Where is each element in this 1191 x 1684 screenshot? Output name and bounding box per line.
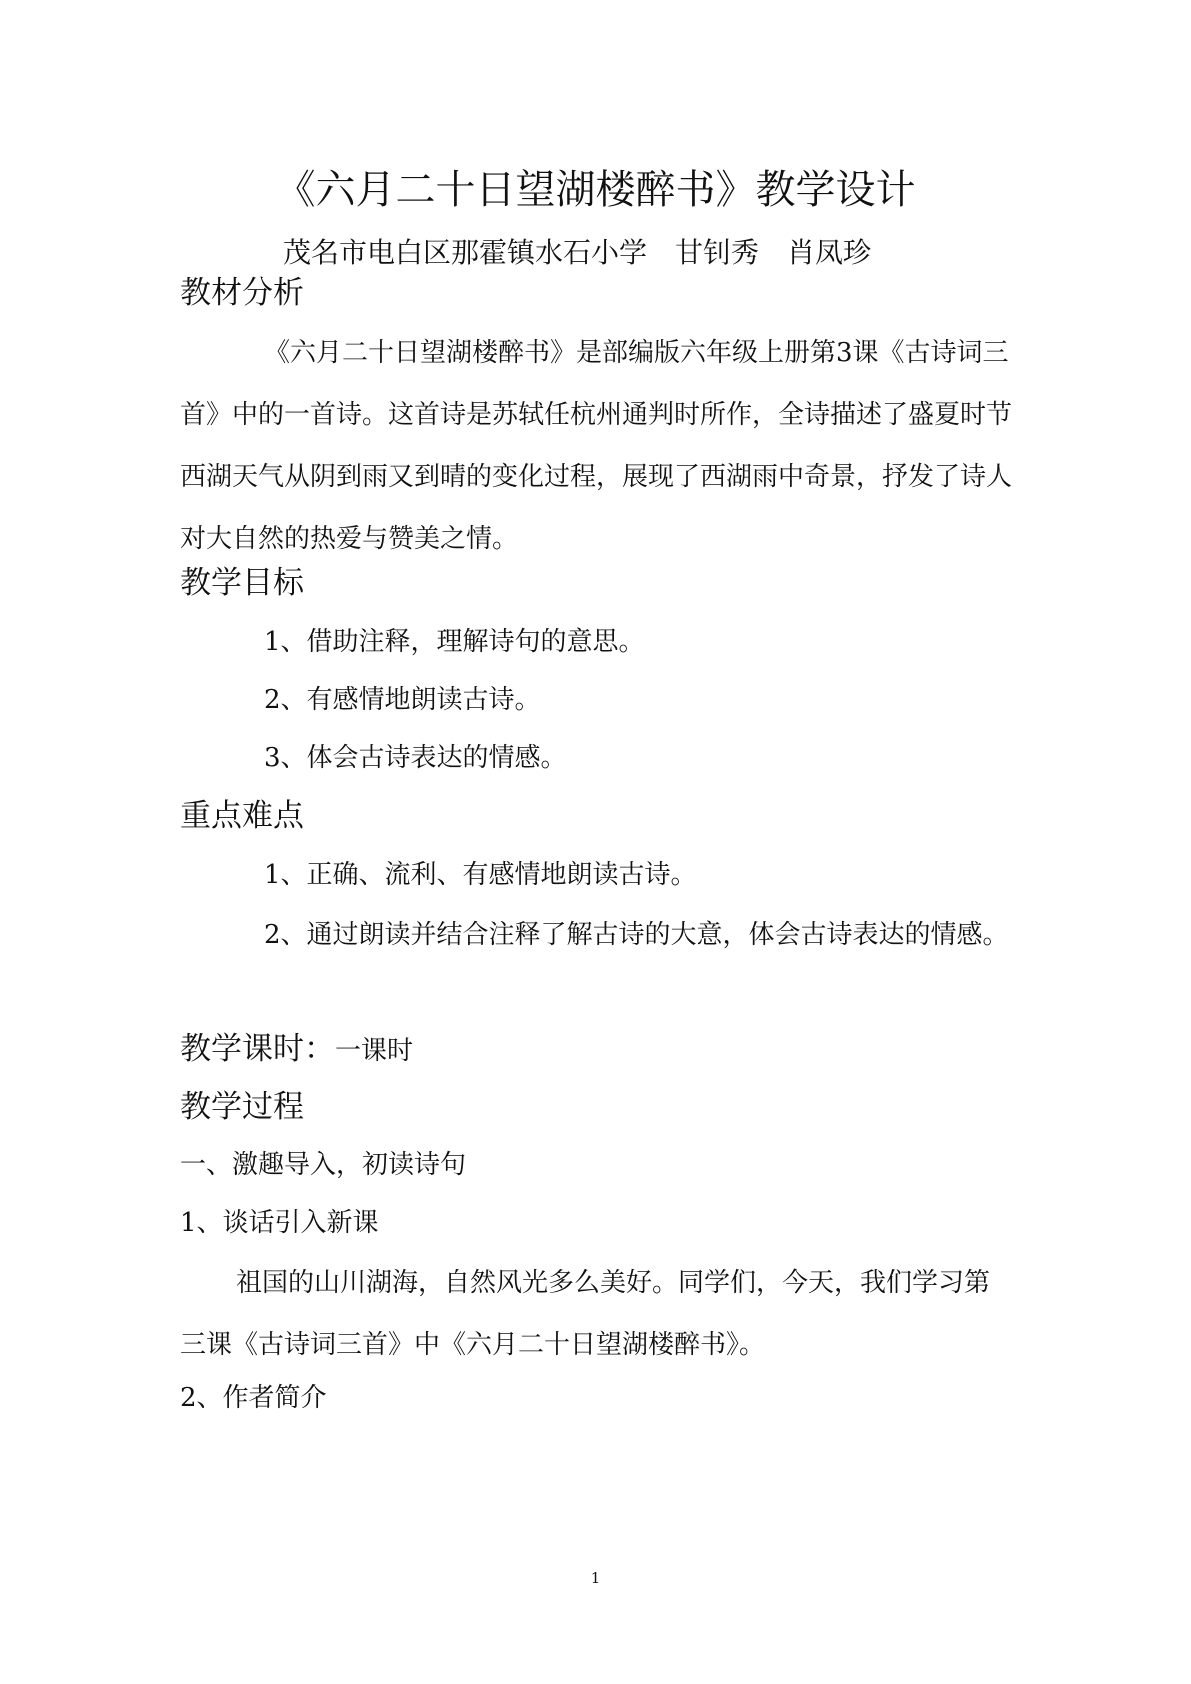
teaching-goal-1: 1、借助注释，理解诗句的意思。	[264, 627, 645, 657]
teaching-goal-2: 2、有感情地朗读古诗。	[264, 685, 541, 715]
intro-paragraph: 祖国的山川湖海，自然风光多么美好。同学们，今天，我们学习第三课《古诗词三首》中《六月二十日望湖楼醉书》。	[180, 1268, 991, 1360]
author-line: 茂名市电白区那霍镇水石小学 甘钊秀 肖凤珍	[283, 236, 872, 269]
section-heading-material-analysis: 教材分析	[180, 275, 304, 311]
process-step-one: 一、激趣导入，初读诗句	[180, 1150, 467, 1180]
process-sub-two: 2、作者简介	[180, 1383, 327, 1413]
section-heading-teaching-goals: 教学目标	[180, 565, 304, 601]
teaching-goal-3: 3、体会古诗表达的情感。	[264, 743, 567, 773]
page-number: 1	[590, 1569, 601, 1587]
class-hours-value: 一课时	[335, 1036, 414, 1066]
section-heading-key-points: 重点难点	[180, 798, 304, 834]
key-point-1: 1、正确、流利、有感情地朗读古诗。	[264, 860, 697, 890]
material-analysis-paragraph: 《六月二十日望湖楼醉书》是部编版六年级上册第3课《古诗词三首》中的一首诗。这首诗是苏轼任杭州通判时所作，全诗描述了盛夏时节西湖天气从阴到雨又到晴的变化过程，展现了西湖雨中奇景，抒发了诗人对大自然的热爱与赞美之情。	[180, 338, 1013, 554]
class-hours-line	[180, 1029, 413, 1071]
section-heading-process: 教学过程	[180, 1089, 304, 1125]
process-sub-one: 1、谈话引入新课	[180, 1208, 379, 1238]
key-point-2: 2、通过朗读并结合注释了解古诗的大意，体会古诗表达的情感。	[264, 920, 1009, 950]
class-hours-label: 教学课时：	[180, 1031, 335, 1067]
document-title: 《六月二十日望湖楼醉书》教学设计	[275, 167, 916, 213]
